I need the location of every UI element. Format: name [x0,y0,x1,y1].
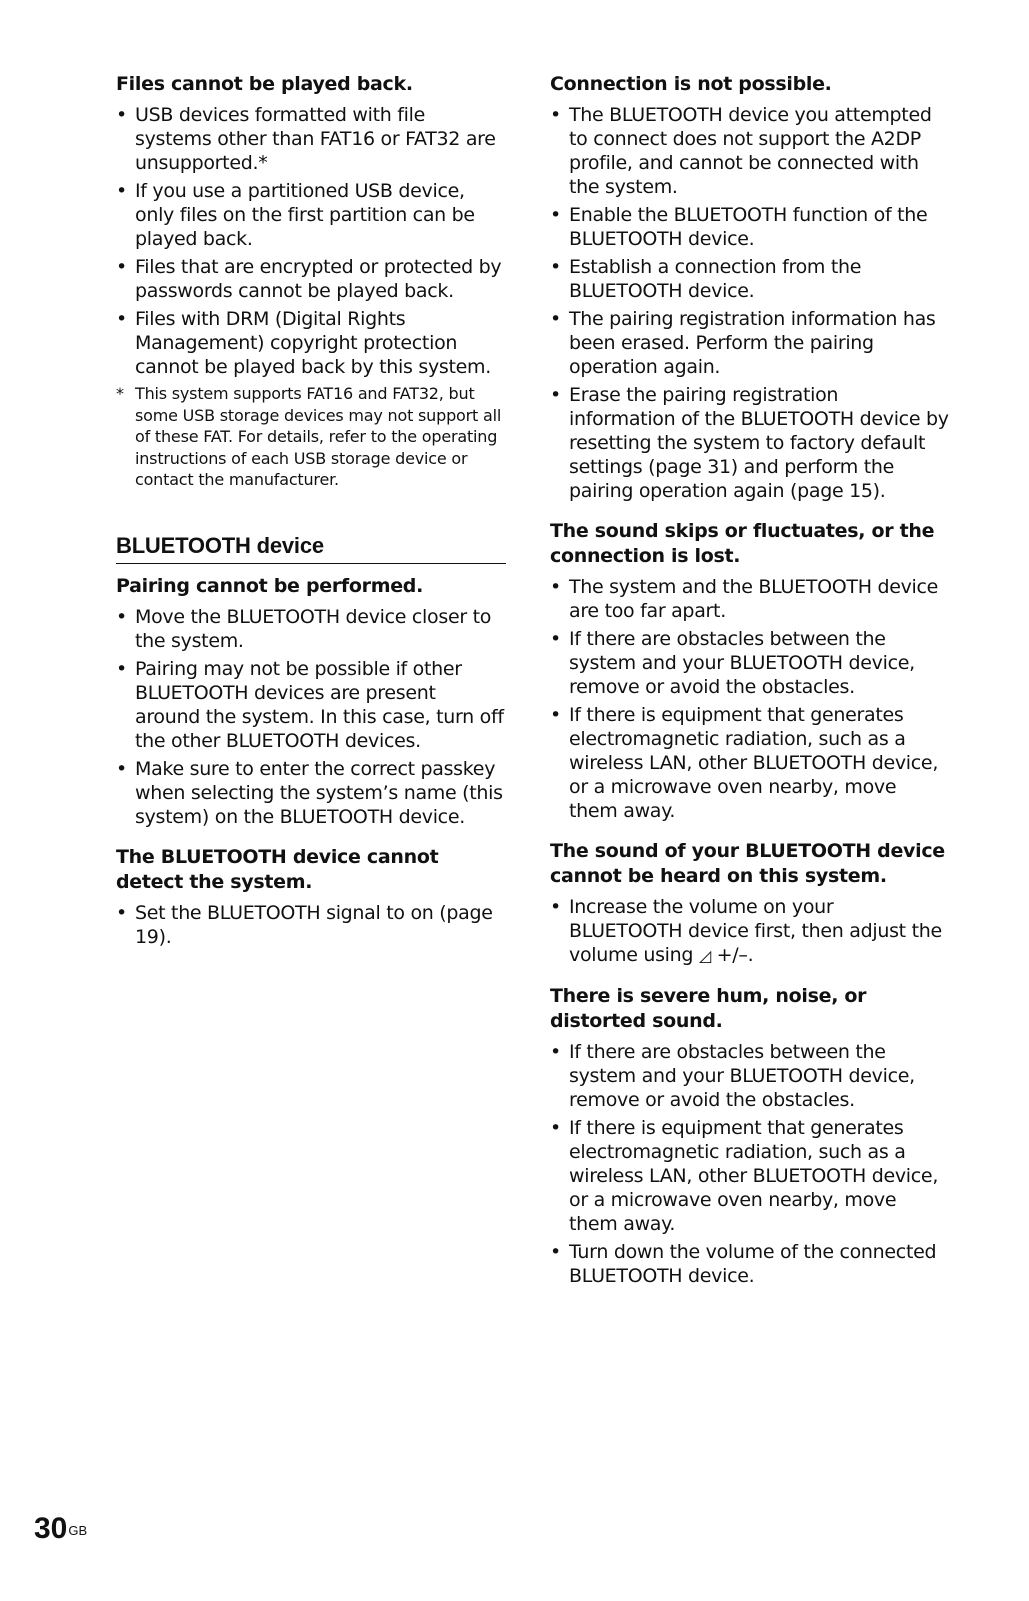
item-text: Increase the volume on your BLUETOOTH device first, then adjust the volume using [569,896,942,966]
hum-heading: There is severe hum, noise, or distorted sound. [550,985,867,1032]
list-item: • The BLUETOOTH device you attempted to connect does not support the A2DP profile, and cannot be connected with the system. [550,103,950,199]
files-heading: Files cannot be played back. [116,73,413,95]
pairing-list [116,605,506,829]
files-block [116,72,506,491]
detect-heading: The BLUETOOTH device cannot detect the system. [116,845,439,893]
hum-block [550,984,950,1288]
connection-heading: Connection is not possible. [550,73,832,95]
skips-heading: The sound skips or fluctuates, or the connection is lost. [550,520,935,567]
footnote-mark: * [116,384,124,403]
footnote [116,383,506,491]
list-item: • Enable the BLUETOOTH function of the BLUETOOTH device. [550,203,950,251]
not-heard-heading: The sound of your BLUETOOTH device cannot be heard on this system. [550,840,945,887]
list-item: • Establish a connection from the BLUETOOTH device. [550,255,950,303]
pairing-heading: Pairing cannot be performed. [116,574,424,597]
list-item: • If you use a partitioned USB device, only files on the first partition can be played back. [116,179,506,251]
not-heard-list [550,895,950,968]
page-number-suffix: GB [68,1523,88,1538]
connection-list [550,103,950,503]
list-item: • Files that are encrypted or protected by passwords cannot be played back. [116,255,506,303]
list-item: • The system and the BLUETOOTH device are too far apart. [550,575,950,623]
connection-block [550,72,950,503]
left-column [116,72,506,965]
list-item: • The pairing registration information has been erased. Perform the pairing operation again. [550,307,950,379]
footnote-text: This system supports FAT16 and FAT32, but some USB storage devices may not support all of these FAT. For details, refer to the operating instructions of each USB storage device or contact the manufacturer. [135,384,502,489]
list-item: • If there is equipment that generates electromagnetic radiation, such as a wireless LAN, other BLUETOOTH device, or a microwave oven nearby, move them away. [550,1116,950,1236]
list-item: • If there is equipment that generates electromagnetic radiation, such as a wireless LAN, other BLUETOOTH device, or a microwave oven nearby, move them away. [550,703,950,823]
list-item: • Set the BLUETOOTH signal to on (page 19). [116,901,506,949]
list-item: • USB devices formatted with file systems other than FAT16 or FAT32 are unsupported.* [116,103,506,175]
not-heard-block [550,839,950,968]
list-item: • Turn down the volume of the connected BLUETOOTH device. [550,1240,950,1288]
page-number-value: 30 [34,1512,68,1545]
detect-block [116,845,506,949]
volume-icon: ◿ [698,946,711,965]
list-item: • Move the BLUETOOTH device closer to the system. [116,605,506,653]
list-item: • If there are obstacles between the system and your BLUETOOTH device, remove or avoid the obstacles. [550,1040,950,1112]
section-title: BLUETOOTH device [116,533,506,564]
skips-block [550,519,950,823]
files-list [116,103,506,379]
right-column [550,72,950,1304]
list-item: • Erase the pairing registration information of the BLUETOOTH device by resetting the system to factory default settings (page 31) and perform the pairing operation again (page 15). [550,383,950,503]
pairing-block [116,574,506,829]
item-text-end: +/–. [710,944,754,966]
list-item: • Pairing may not be possible if other BLUETOOTH devices are present around the system. In this case, turn off the other BLUETOOTH devices. [116,657,506,753]
skips-list [550,575,950,823]
list-item: • If there are obstacles between the system and your BLUETOOTH device, remove or avoid the obstacles. [550,627,950,699]
list-item [550,895,950,968]
page-number [34,1512,87,1546]
detect-list [116,901,506,949]
list-item: • Files with DRM (Digital Rights Management) copyright protection cannot be played back by this system. [116,307,506,379]
list-item: • Make sure to enter the correct passkey when selecting the system’s name (this system) on the BLUETOOTH device. [116,757,506,829]
hum-list [550,1040,950,1288]
